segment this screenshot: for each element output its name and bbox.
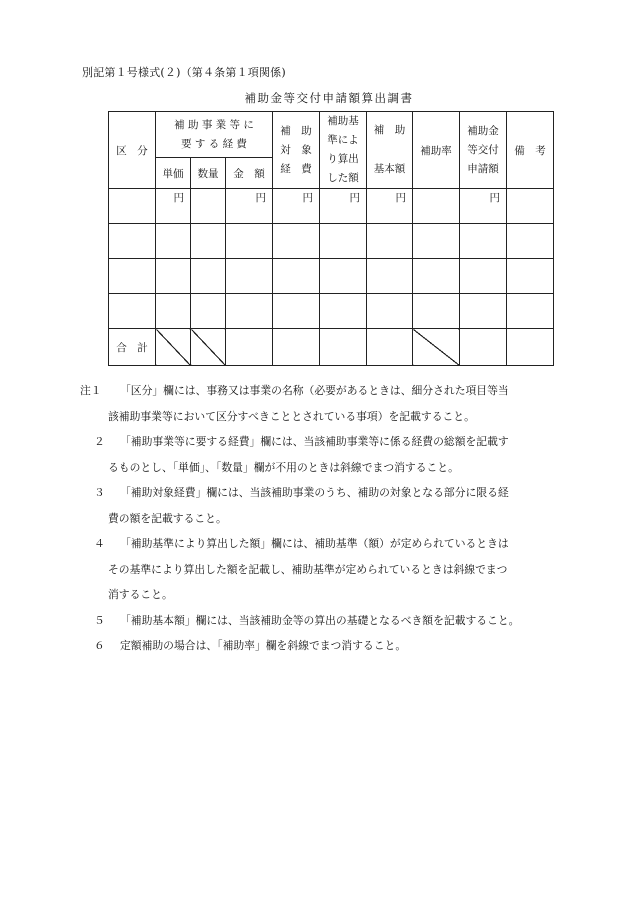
table-row xyxy=(109,294,554,329)
header-subsidy-rate: 補助率 xyxy=(413,112,460,189)
note-number: ２ xyxy=(94,435,105,448)
note-number: ５ xyxy=(94,613,105,627)
yen-unit: 円 xyxy=(320,189,367,224)
note-number: 注１ xyxy=(80,384,102,397)
total-row xyxy=(109,329,554,366)
header-remarks: 備 考 xyxy=(507,112,554,189)
header-base-amount: 補 助 基本額 xyxy=(367,112,413,189)
yen-unit: 円 xyxy=(367,189,413,224)
strike-diagonal xyxy=(156,329,191,366)
header-unit-price: 単価 xyxy=(156,158,191,189)
header-quantity: 数量 xyxy=(191,158,226,189)
document-title: 補助金等交付申請額算出調書 xyxy=(244,91,414,105)
strike-diagonal xyxy=(191,329,226,366)
note-number: ６ xyxy=(94,639,105,652)
strike-diagonal xyxy=(413,329,460,366)
note-item: ６ 定額補助の場合は、「補助率」欄を斜線でまつ消すること。 xyxy=(80,633,580,659)
notes-section xyxy=(80,378,580,659)
note-item: ５ 「補助基本額」欄には、当該補助金等の算出の基礎となるべき額を記載すること。 xyxy=(80,608,580,634)
header-required-expenses-line2: 要 す る 経 費 xyxy=(181,137,247,150)
header-kubun: 区 分 xyxy=(109,112,156,189)
yen-unit: 円 xyxy=(273,189,320,224)
yen-unit: 円 xyxy=(460,189,507,224)
yen-unit: 円 xyxy=(156,189,191,224)
note-item: ２ 「補助事業等に要する経費」欄には、当該補助事業等に係る経費の総額を記載す るものとし、「単価」、「数量」欄が不用のときは斜線でまつ消すること。 xyxy=(80,429,580,480)
table-row xyxy=(109,189,554,224)
yen-unit: 円 xyxy=(226,189,273,224)
form-number: 別記第１号様式(２)（第４条第１項関係) xyxy=(82,66,286,79)
header-required-expenses xyxy=(156,112,273,158)
note-number: ３ xyxy=(94,486,105,499)
header-standard-amount: 補助基 準によ り算出 した額 xyxy=(320,112,367,189)
table-row xyxy=(109,259,554,294)
total-label: 合 計 xyxy=(109,329,156,366)
note-item: ３ 「補助対象経費」欄には、当該補助事業のうち、補助の対象となる部分に限る経 費の額を記載すること。 xyxy=(80,480,580,531)
header-application-amount: 補助金 等交付 申請額 xyxy=(460,112,507,189)
header-amount: 金 額 xyxy=(226,158,273,189)
calculation-table xyxy=(108,111,554,366)
note-number: ４ xyxy=(94,537,105,550)
header-subsidy-target-expenses: 補 助 対 象 経 費 xyxy=(273,112,320,189)
header-required-expenses-line1: 補 助 事 業 等 に xyxy=(174,118,254,131)
table-row xyxy=(109,224,554,259)
note-item: 注１ 「区分」欄には、事務又は事業の名称（必要があるときは、細分された項目等当 該補助事業等において区分すべきこととされている事項）を記載すること。 xyxy=(80,378,580,429)
note-item: ４ 「補助基準により算出した額」欄には、補助基準（額）が定められているときは その基準により算出した額を記載し、補助基準が定められているときは斜線でまつ 消すること。 xyxy=(80,531,580,608)
